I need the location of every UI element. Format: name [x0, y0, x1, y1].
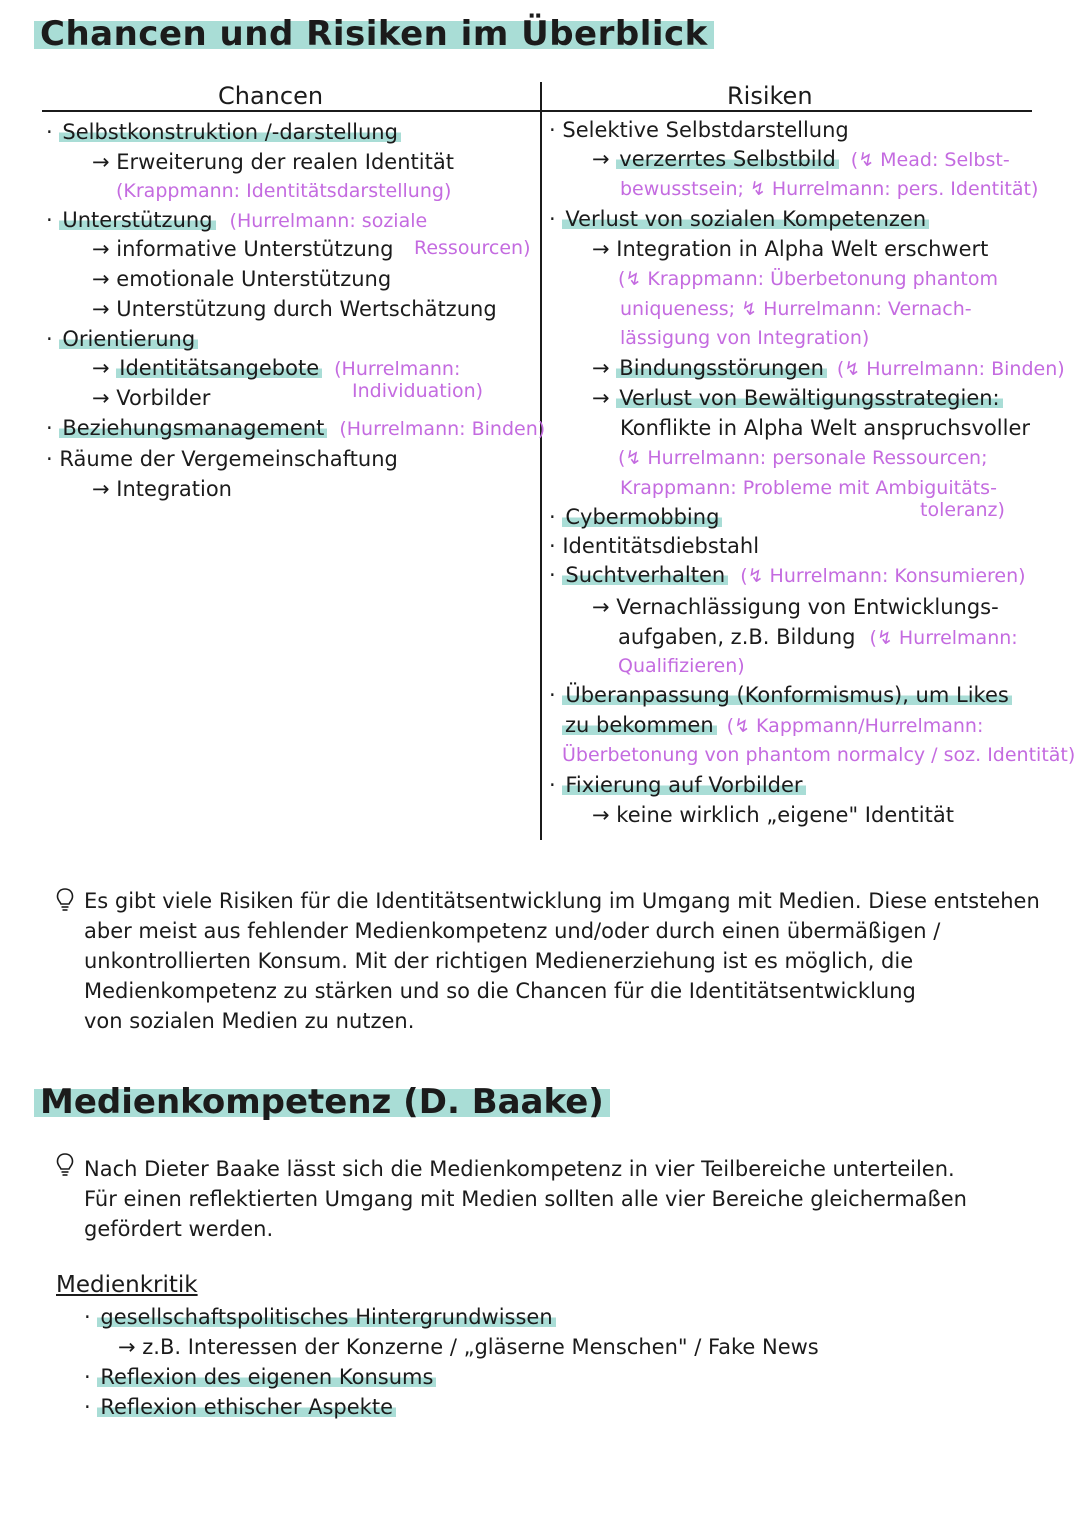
citation-note: bewusstsein; ↯ Hurrelmann: pers. Identität): [620, 178, 1039, 200]
risk-subitem: → Verlust von Bewältigungsstrategien:: [592, 384, 1003, 412]
page-title: Chancen und Risiken im Überblick: [34, 14, 714, 54]
summary-line: Medienkompetenz zu stärken und so die Chancen für die Identitätsentwicklung: [84, 979, 916, 1003]
risk-subitem: → Bindungsstörungen (↯ Hurrelmann: Binden): [592, 354, 1065, 383]
summary-line: Es gibt viele Risiken für die Identitätsentwicklung im Umgang mit Medien. Diese entstehen: [84, 889, 1040, 913]
medienkritik-item: · Reflexion ethischer Aspekte: [84, 1393, 396, 1421]
citation-note: toleranz): [920, 499, 1005, 521]
lightbulb-icon: [56, 888, 74, 912]
intro-line: gefördert werden.: [84, 1217, 274, 1241]
risk-subitem: → Integration in Alpha Welt erschwert: [592, 235, 988, 263]
risiken-header: Risiken: [727, 82, 813, 110]
chance-subitem: → Unterstützung durch Wertschätzung: [92, 295, 497, 323]
chance-item: · Unterstützung (Hurrelmann: soziale: [46, 206, 427, 235]
risk-item: · Cybermobbing: [549, 503, 722, 531]
summary-line: aber meist aus fehlender Medienkompetenz und/oder durch einen übermäßigen /: [84, 919, 941, 943]
chance-subitem: → Erweiterung der realen Identität: [92, 148, 454, 176]
summary-line: von sozialen Medien zu nutzen.: [84, 1009, 415, 1033]
chance-subitem: → Vorbilder: [92, 384, 210, 412]
risk-item: · Identitätsdiebstahl: [549, 532, 759, 560]
summary-line: unkontrollierten Konsum. Mit der richtigen Medienerziehung ist es möglich, die: [84, 949, 914, 973]
chance-subitem: → emotionale Unterstützung: [92, 265, 391, 293]
risk-subitem: → verzerrtes Selbstbild (↯ Mead: Selbst-: [592, 145, 1010, 174]
medienkritik-item: · gesellschaftspolitisches Hintergrundwissen: [84, 1303, 556, 1331]
table-column-divider: [540, 82, 542, 840]
intro-line: Nach Dieter Baake lässt sich die Medienkompetenz in vier Teilbereiche unterteilen.: [84, 1157, 955, 1181]
citation-note: Qualifizieren): [618, 655, 745, 677]
risk-item: · Verlust von sozialen Kompetenzen: [549, 205, 929, 233]
chance-item: · Beziehungsmanagement (Hurrelmann: Binden): [46, 414, 545, 443]
citation-note: Überbetonung von phantom normalcy / soz. Identität): [562, 744, 1076, 766]
medienkritik-subitem: → z.B. Interessen der Konzerne / „gläserne Menschen" / Fake News: [118, 1333, 819, 1361]
chancen-header: Chancen: [218, 82, 324, 110]
risk-item: · Suchtverhalten (↯ Hurrelmann: Konsumieren): [549, 561, 1026, 590]
lightbulb-icon: [56, 1153, 74, 1177]
risk-subitem: → Vernachlässigung von Entwicklungs-: [592, 593, 999, 621]
subsection-heading: Medienkritik: [56, 1272, 198, 1298]
citation-note: lässigung von Integration): [620, 327, 870, 349]
citation-note: Individuation): [352, 380, 484, 402]
risk-item: · Selektive Selbstdarstellung: [549, 116, 849, 144]
intro-line: Für einen reflektierten Umgang mit Medien sollten alle vier Bereiche gleichermaßen: [84, 1187, 967, 1211]
citation-note: (↯ Krappmann: Überbetonung phantom: [618, 268, 998, 290]
risk-item: · Fixierung auf Vorbilder: [549, 771, 806, 799]
citation-note: Ressourcen): [414, 237, 531, 259]
citation-note: Krappmann: Probleme mit Ambiguitäts-: [620, 477, 997, 499]
citation-note: (↯ Hurrelmann: personale Ressourcen;: [618, 447, 988, 469]
table-header-rule: [42, 110, 1032, 112]
intro-paragraph: [84, 1154, 1044, 1244]
citation-note: (Krappmann: Identitätsdarstellung): [116, 180, 452, 202]
medienkritik-item: · Reflexion des eigenen Konsums: [84, 1363, 436, 1391]
risk-subitem: → keine wirklich „eigene" Identität: [592, 801, 954, 829]
chance-subitem: → Identitätsangebote (Hurrelmann:: [92, 354, 460, 383]
risk-subitem-cont: aufgaben, z.B. Bildung (↯ Hurrelmann:: [618, 625, 1018, 649]
chance-item: · Räume der Vergemeinschaftung: [46, 445, 398, 473]
risk-subitem-cont: Konflikte in Alpha Welt anspruchsvoller: [620, 416, 1031, 440]
section-title: Medienkompetenz (D. Baake): [34, 1082, 610, 1122]
citation-note: uniqueness; ↯ Hurrelmann: Vernach-: [620, 298, 972, 320]
chance-subitem: → informative Unterstützung: [92, 235, 394, 263]
chance-item: · Selbstkonstruktion /-darstellung: [46, 118, 401, 146]
chance-item: · Orientierung: [46, 325, 198, 353]
summary-paragraph: [84, 886, 1044, 1036]
chance-subitem: → Integration: [92, 475, 232, 503]
risk-item-cont: zu bekommen (↯ Kappmann/Hurrelmann:: [562, 711, 983, 740]
risk-item: · Überanpassung (Konformismus), um Likes: [549, 681, 1012, 709]
